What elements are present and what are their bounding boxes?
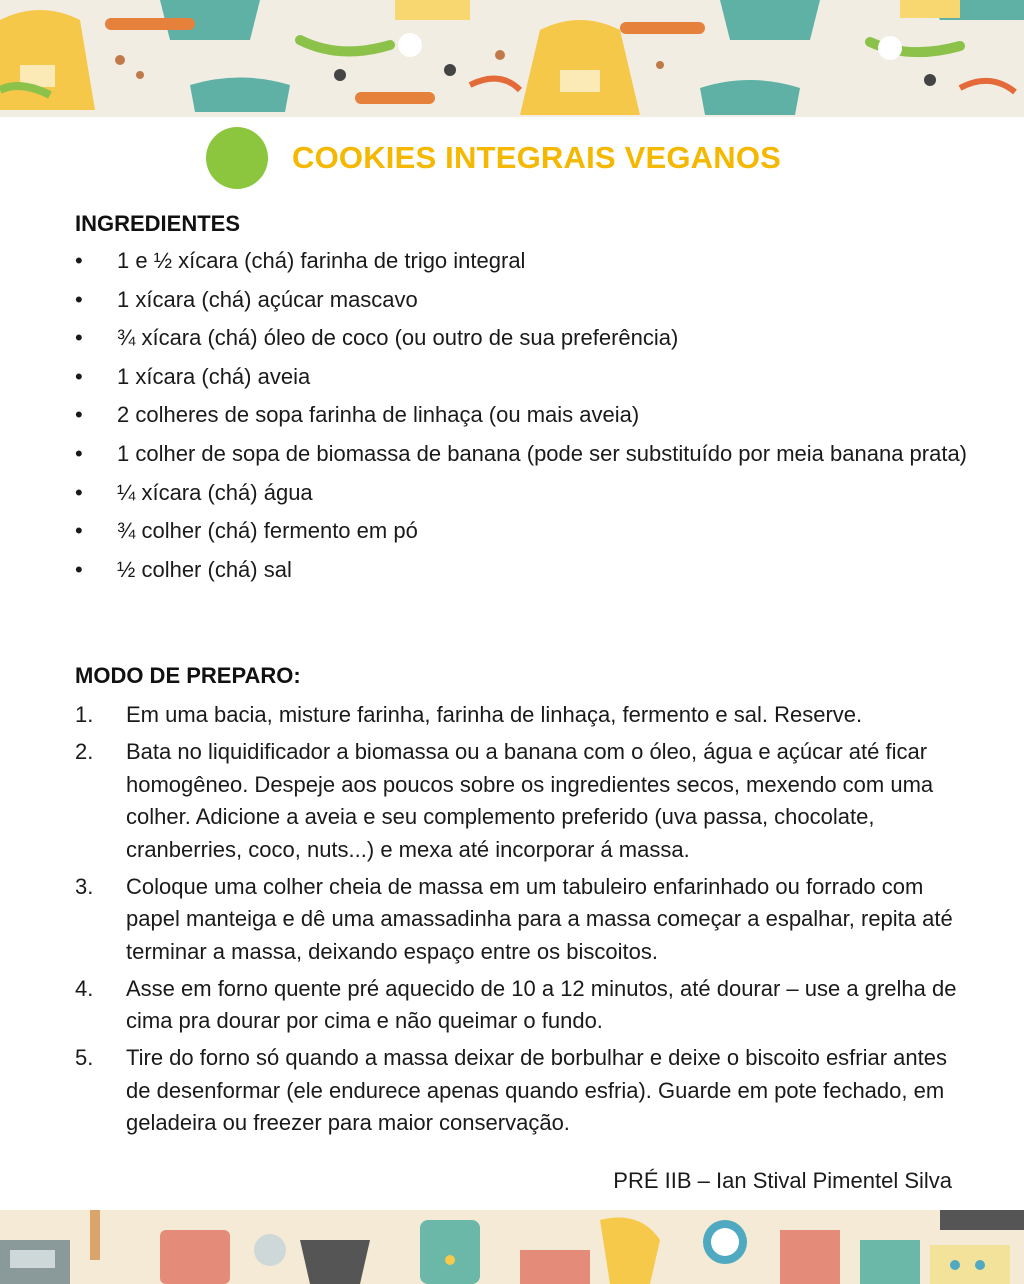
bullet-icon: • xyxy=(75,248,83,273)
bullet-icon: • xyxy=(75,518,83,544)
bullet-icon: • xyxy=(75,363,83,389)
step-number: 5. xyxy=(75,1045,94,1070)
step-number: 2. xyxy=(75,739,94,764)
ingredient-text: ¾ xícara (chá) óleo de coco (ou outro de sua preferência) xyxy=(117,325,679,351)
ingredient-item xyxy=(75,361,995,393)
method-step xyxy=(75,699,975,732)
method-step xyxy=(75,871,975,969)
step-text: Tire do forno só quando a massa deixar de borbulhar e deixe o biscoito esfriar antes de desenformar (ele endurece apenas quando esfria). Guarde em pote fechado, em geladeira ou freezer para maior conservação. xyxy=(126,1045,947,1135)
author-credit: PRÉ IIB – Ian Stival Pimentel Silva xyxy=(613,1168,952,1193)
ingredient-item xyxy=(75,477,995,509)
step-number: 1. xyxy=(75,702,94,727)
ingredient-text: ¾ colher (chá) fermento em pó xyxy=(117,518,418,544)
method-heading: MODO DE PREPARO: xyxy=(75,663,301,688)
ingredient-text: ½ colher (chá) sal xyxy=(117,556,292,582)
ingredient-text: 2 colheres de sopa farinha de linhaça (ou mais aveia) xyxy=(117,402,640,428)
method-step xyxy=(75,736,975,866)
page-title: COOKIES INTEGRAIS VEGANOS xyxy=(292,140,782,175)
ingredient-item xyxy=(75,399,995,431)
bullet-icon: • xyxy=(75,325,83,351)
step-number: 4. xyxy=(75,975,94,1001)
bullet-icon: • xyxy=(75,556,83,582)
method-step xyxy=(75,973,975,1038)
method-steps-list xyxy=(75,699,975,1144)
bullet-icon: • xyxy=(75,479,83,505)
bottom-decorative-banner xyxy=(0,1210,1024,1284)
ingredient-text: 1 xícara (chá) açúcar mascavo xyxy=(117,286,418,312)
ingredient-text: 1 xícara (chá) aveia xyxy=(117,363,311,389)
ingredient-item xyxy=(75,322,995,354)
ingredients-heading: INGREDIENTES xyxy=(75,211,241,236)
ingredient-item xyxy=(75,284,995,316)
top-decorative-banner xyxy=(0,0,1024,117)
ingredient-item xyxy=(75,245,995,277)
method-step xyxy=(75,1042,975,1140)
green-circle-icon xyxy=(206,127,268,189)
title-row xyxy=(206,126,781,190)
ingredient-item xyxy=(75,515,995,547)
ingredient-item xyxy=(75,554,995,586)
step-text: Asse em forno quente pré aquecido de 10 a 12 minutos, até dourar – use a grelha de cima pra dourar por cima e não queimar o fundo. xyxy=(126,975,957,1033)
ingredient-text: 1 e ½ xícara (chá) farinha de trigo integral xyxy=(117,248,526,273)
ingredients-list xyxy=(75,245,995,592)
bullet-icon: • xyxy=(75,440,83,466)
step-text: Em uma bacia, misture farinha, farinha de linhaça, fermento e sal. Reserve. xyxy=(126,702,863,727)
step-text: Bata no liquidificador a biomassa ou a banana com o óleo, água e açúcar até ficar homogêneo. Despeje aos poucos sobre os ingredientes secos, mexendo com uma colher. Adicione a aveia e seu complemento preferido (uva passa, chocolate, cranberries, coco, nuts...) e mexa até incorporar á massa. xyxy=(126,739,934,862)
kitchen-utensils-pattern-icon xyxy=(0,1210,1024,1284)
ingredient-text: 1 colher de sopa de biomassa de banana (pode ser substituído por meia banana prata) xyxy=(117,440,968,466)
bullet-icon: • xyxy=(75,286,83,312)
kitchen-pattern-icon xyxy=(0,0,1024,117)
bullet-icon: • xyxy=(75,402,83,428)
ingredient-text: ¼ xícara (chá) água xyxy=(117,479,313,505)
ingredient-item xyxy=(75,438,995,470)
step-number: 3. xyxy=(75,873,94,899)
step-text: Coloque uma colher cheia de massa em um tabuleiro enfarinhado ou forrado com papel manteiga e dê uma amassadinha para a massa começar a espalhar, repita até terminar a massa, deixando espaço entre os biscoitos. xyxy=(126,873,953,964)
